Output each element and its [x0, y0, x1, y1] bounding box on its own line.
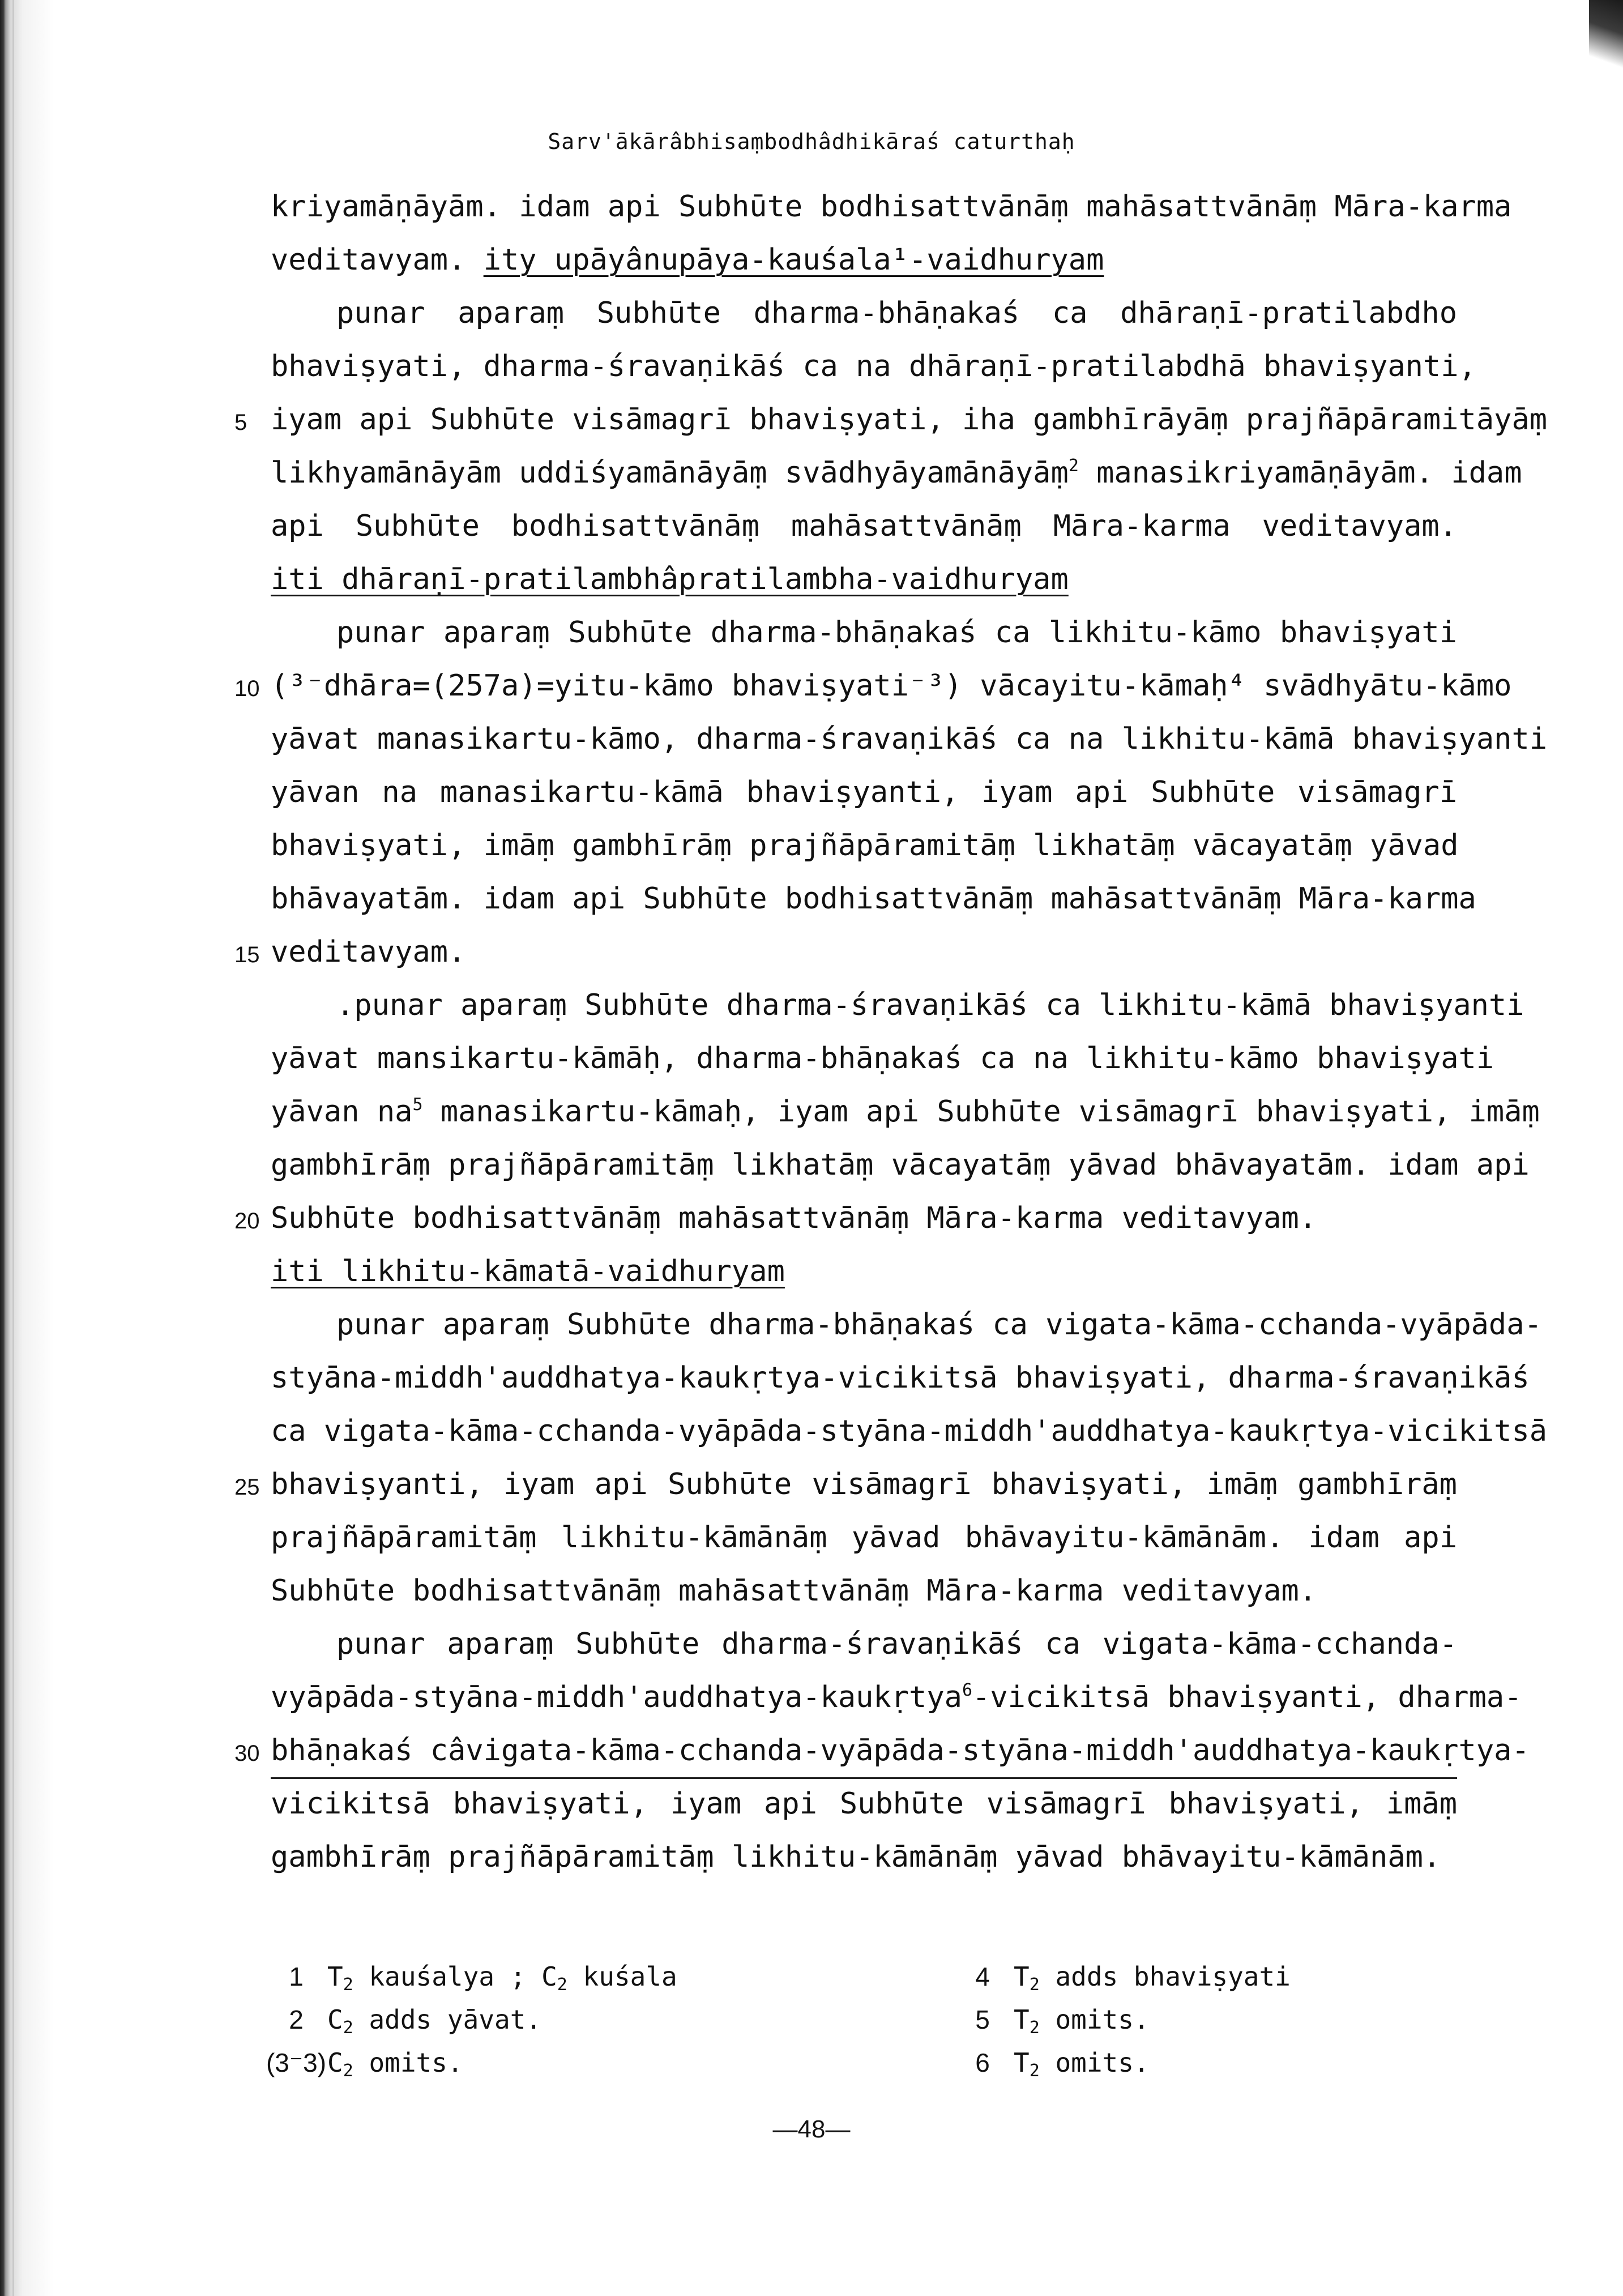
text-line: yāvan $na^5$ manasikartu-kāmaḥ, iyam api Subhūte visāmagrī bhaviṣyati, imāṃ — [271, 1095, 1540, 1129]
text-line: punar aparaṃ Subhūte dharma-śravaṇikāś ca vigata-kāma-cchanda- — [336, 1627, 1457, 1661]
text-line: 10 (³⁻dhāra=(257a)=yitu-kāmo bhaviṣyati⁻³) vācayitu-kāmaḥ⁴ svādhyātu-kāmo — [271, 659, 1457, 712]
footnote-1: 1 $T_2$ kauśalya ; $C_2$ kuśala — [289, 1961, 677, 1995]
text-line: Subhūte bodhisattvānāṃ mahāsattvānāṃ Māra-karma veditavyam. — [271, 1574, 1317, 1608]
footnote-ref: 2 — [1068, 456, 1079, 476]
text-line: bhāvayatām. idam api Subhūte bodhisattvānāṃ mahāsattvānāṃ Māra-karma — [271, 882, 1476, 916]
line-number: 30 — [234, 1741, 260, 1766]
text-line: prajñāpāramitāṃ likhitu-kāmānāṃ yāvad bhāvayitu-kāmānām. idam api — [271, 1521, 1457, 1555]
line-number: 25 — [234, 1475, 260, 1500]
section-colophon: iti likhitu-kāmatā-vaidhuryam — [271, 1254, 785, 1288]
text-line: veditavyam. ity upāyânupāya-kauśala¹-vaidhuryam — [271, 243, 1104, 277]
page-number: —48— — [772, 2115, 851, 2143]
text-line: likhyamānāyām uddiśyamānāyāṃ svādhyāyamānāyāṃ$^2$ manasikriyamāṇāyām. idam — [271, 456, 1522, 490]
text-line: .punar aparaṃ Subhūte dharma-śravaṇikāś ca likhitu-kāmā bhaviṣyanti — [336, 988, 1524, 1022]
text-line: punar aparaṃ Subhūte dharma-bhāṇakaś ca dhāraṇī-pratilabdho — [336, 296, 1457, 330]
footnote-divider — [271, 1777, 1457, 1779]
text-line: bhaviṣyati, imāṃ gambhīrāṃ prajñāpāramitāṃ likhatāṃ vācayatāṃ yāvad — [271, 829, 1459, 863]
scan-corner-mark — [1589, 0, 1623, 85]
text-line: 15 veditavyam. — [271, 925, 1457, 979]
text-line: ca vigata-kāma-cchanda-vyāpāda-styāna-middh'auddhatya-kaukṛtya-vicikitsā — [271, 1414, 1548, 1448]
footnote-ref: 6 — [962, 1680, 973, 1700]
text-line: yāvat mansikartu-kāmāḥ, dharma-bhāṇakaś ca na likhitu-kāmo bhaviṣyati — [271, 1042, 1494, 1076]
text-line: gambhīrāṃ prajñāpāramitāṃ likhatāṃ vācayatāṃ yāvad bhāvayatām. idam api — [271, 1148, 1530, 1182]
text-line: yāvan na manasikartu-kāmā bhaviṣyanti, iyam api Subhūte visāmagrī — [271, 775, 1457, 809]
line-number: 15 — [234, 942, 260, 967]
text-line: vyāpāda-styāna-middh'auddhatya-kaukṛtya$^6$-vicikitsā bhaviṣyanti, dharma- — [271, 1680, 1522, 1714]
text-line: punar aparaṃ Subhūte dharma-bhāṇakaś ca likhitu-kāmo bhaviṣyati — [336, 616, 1457, 650]
text-line: vicikitsā bhaviṣyati, iyam api Subhūte visāmagrī bhaviṣyati, imāṃ — [271, 1787, 1457, 1821]
scan-binding-shadow — [0, 0, 54, 2296]
footnote-3: $(3^-3)C_2$ omits. — [266, 2047, 463, 2081]
line-number: 10 — [234, 676, 260, 701]
text-line: 25 bhaviṣyanti, iyam api Subhūte visāmagrī bhaviṣyati, imāṃ gambhīrāṃ — [271, 1458, 1457, 1511]
text-line: styāna-middh'auddhatya-kaukṛtya-vicikitsā bhaviṣyati, dharma-śravaṇikāś — [271, 1361, 1530, 1395]
text-line: 20 Subhūte bodhisattvānāṃ mahāsattvānāṃ Māra-karma veditavyam. — [271, 1192, 1457, 1245]
text-line — [271, 553, 1457, 606]
section-colophon: ity upāyânupāya-kauśala¹-vaidhuryam — [483, 243, 1104, 277]
text-line: api Subhūte bodhisattvānāṃ mahāsattvānāṃ Māra-karma veditavyam. — [271, 509, 1457, 543]
line-number: 20 — [234, 1209, 260, 1234]
footnote-6: 6 $T_2$ omits. — [975, 2047, 1150, 2081]
text-line: yāvat manasikartu-kāmo, dharma-śravaṇikāś ca na likhitu-kāmā bhaviṣyanti — [271, 722, 1548, 756]
footnote-2: 2 $C_2$ adds yāvat. — [289, 2004, 542, 2038]
text-line: punar aparaṃ Subhūte dharma-bhāṇakaś ca vigata-kāma-cchanda-vyāpāda- — [336, 1308, 1542, 1342]
text-line — [271, 1245, 1457, 1298]
main-text — [234, 180, 1548, 1884]
section-colophon: iti dhāraṇī-pratilambhâpratilambha-vaidhuryam — [271, 562, 1069, 596]
footnote-ref: 5 — [412, 1095, 423, 1115]
footnote-5: 5 $T_2$ omits. — [975, 2004, 1150, 2038]
text-line: gambhīrāṃ prajñāpāramitāṃ likhitu-kāmānāṃ yāvad bhāvayitu-kāmānām. — [271, 1840, 1441, 1874]
running-title: Sarv'ākārâbhisaṃbodhâdhikāraś caturthaḥ — [548, 129, 1075, 154]
line-number: 5 — [234, 410, 247, 435]
footnote-4: 4 $T_2$ adds bhaviṣyati — [975, 1961, 1291, 1995]
text-line: bhaviṣyati, dharma-śravaṇikāś ca na dhāraṇī-pratilabdhā bhaviṣyanti, — [271, 349, 1476, 383]
text-line: 5 iyam api Subhūte visāmagrī bhaviṣyati, iha gambhīrāyāṃ prajñāpāramitāyāṃ — [271, 393, 1457, 446]
text-line: kriyamāṇāyām. idam api Subhūte bodhisattvānāṃ mahāsattvānāṃ Māra-karma — [271, 190, 1512, 224]
text-line: 30 bhāṇakaś câvigata-kāma-cchanda-vyāpāda-styāna-middh'auddhatya-kaukṛtya- — [271, 1724, 1457, 1777]
